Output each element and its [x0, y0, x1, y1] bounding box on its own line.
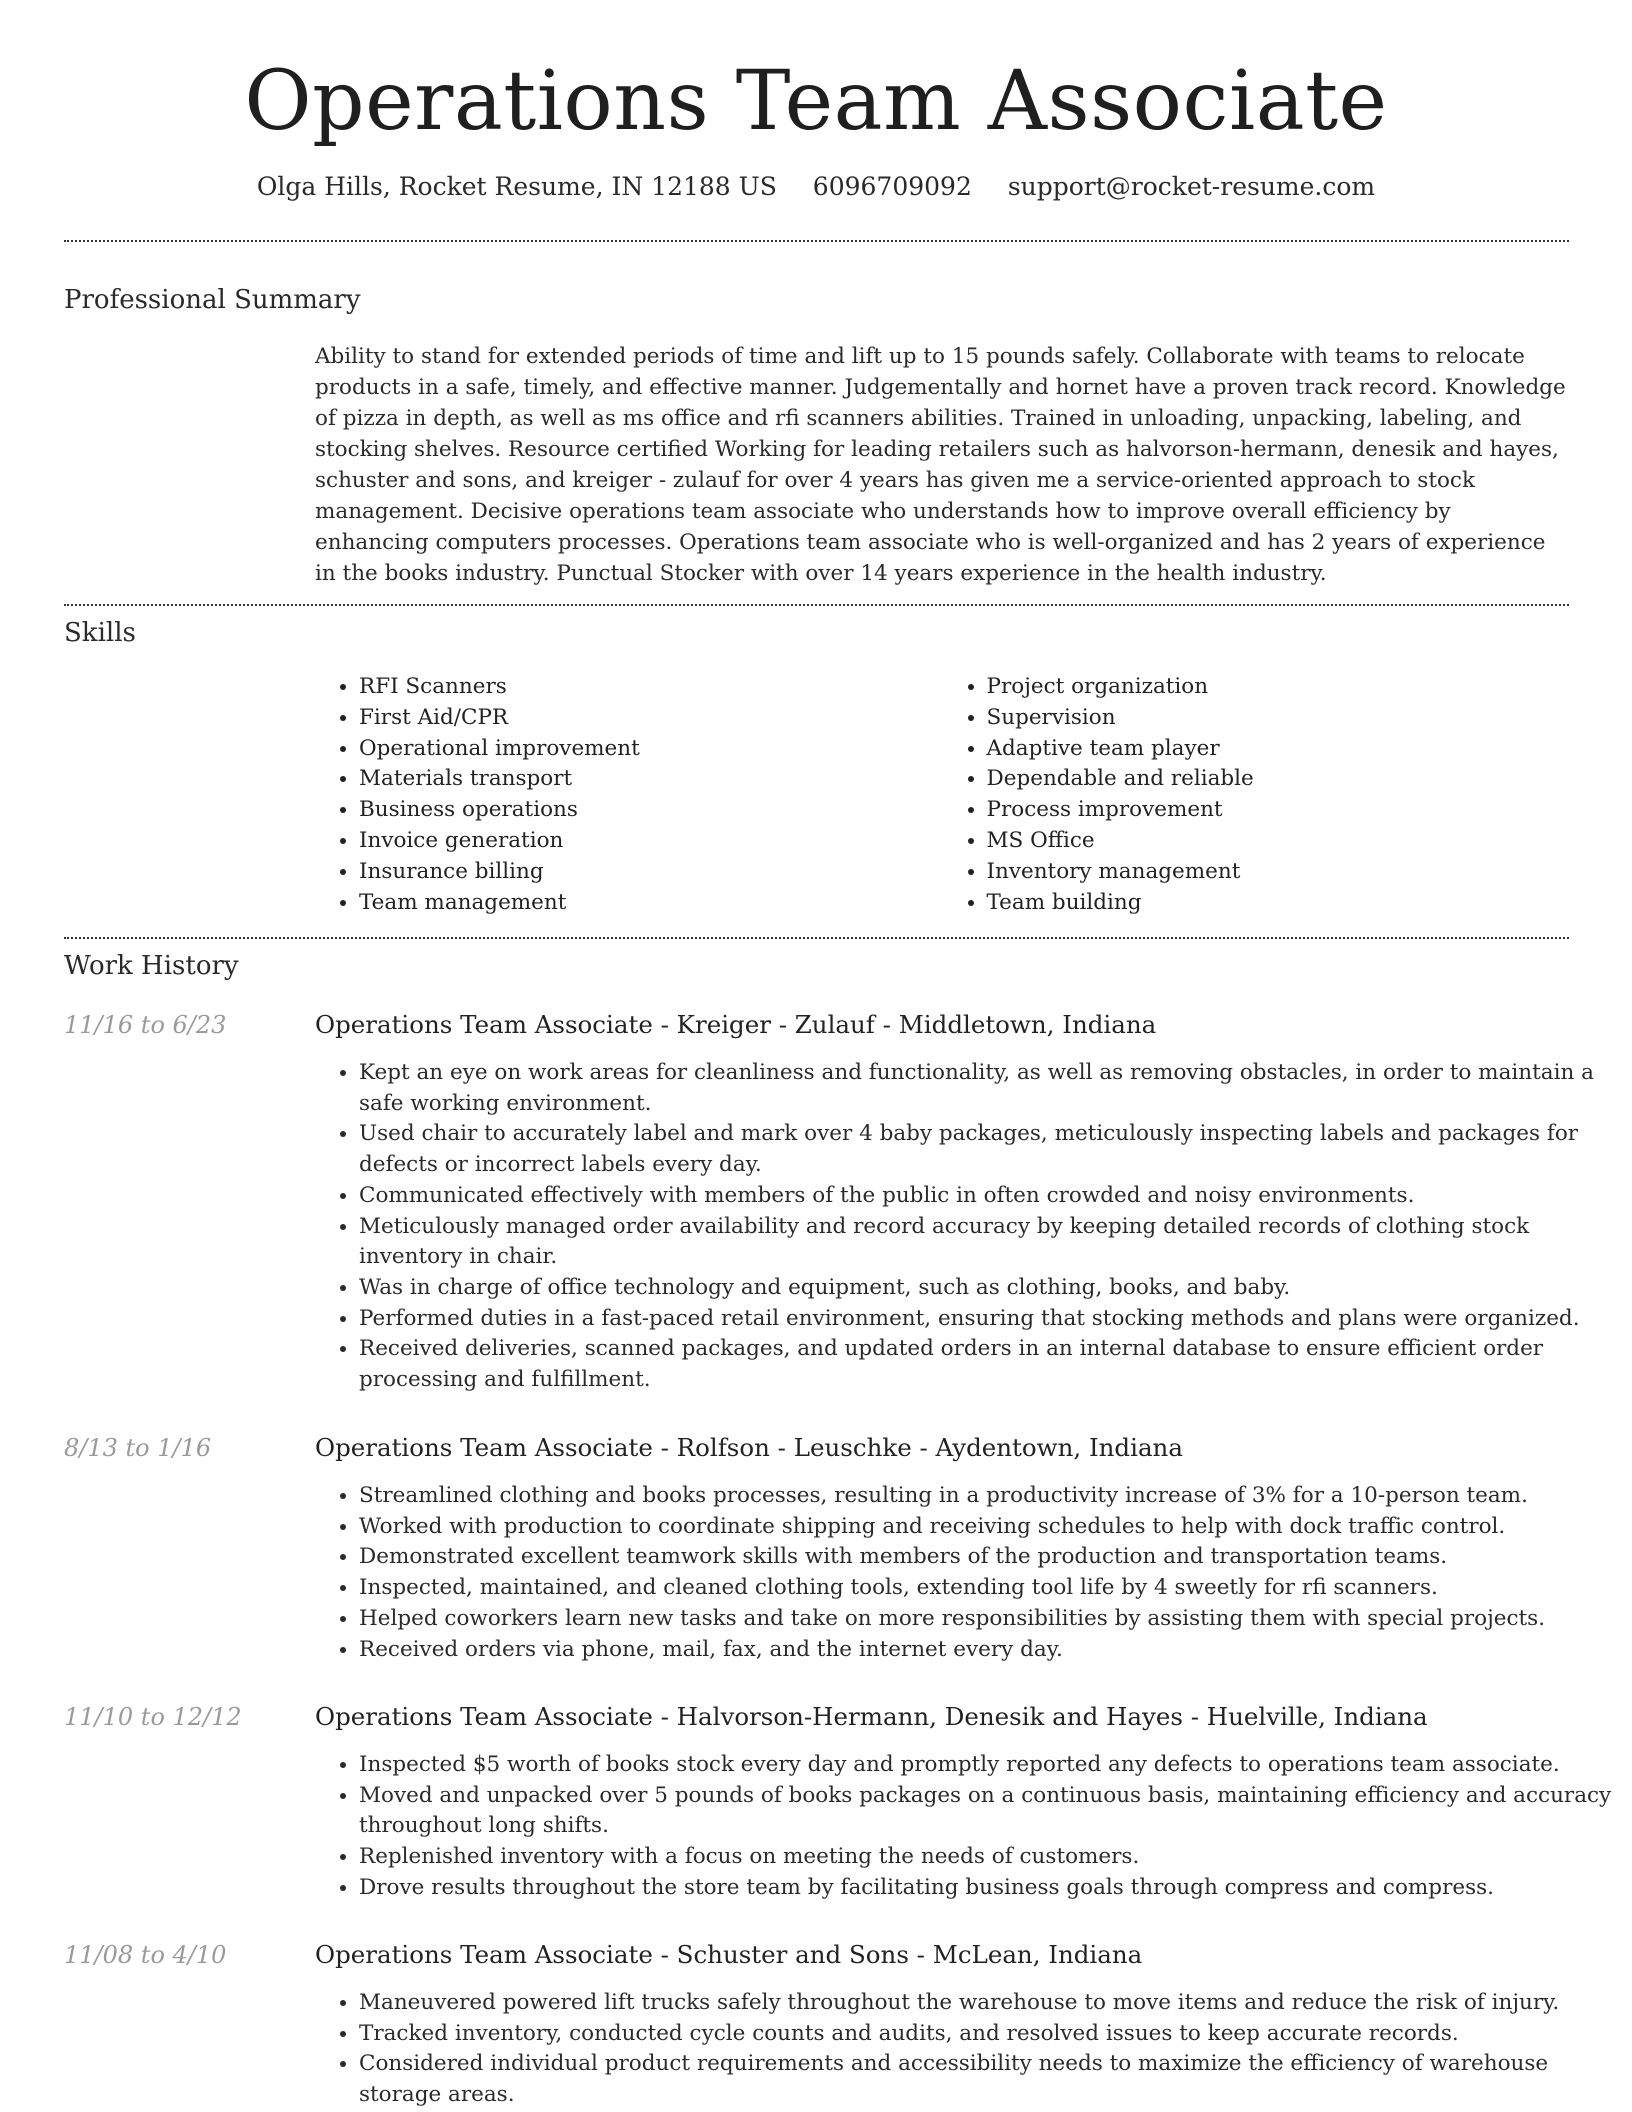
skills-column-left — [315, 672, 943, 918]
job-bullets — [315, 1988, 1614, 2111]
contact-address: Olga Hills, Rocket Resume, IN 12188 US — [256, 172, 777, 201]
job-dates: 8/13 to 1/16 — [64, 1434, 212, 1462]
summary-heading: Professional Summary — [64, 285, 361, 315]
job-bullet: • Was in charge of office technology and equipment, such as clothing, books, and baby. — [359, 1273, 1614, 1304]
job-title: Operations Team Associate - Kreiger - Zulauf - Middletown, Indiana — [315, 1010, 1157, 1039]
job-bullet: • Meticulously managed order availability and record accuracy by keeping detailed records of clothing stock inventory in chair. — [359, 1212, 1614, 1273]
job-dates: 11/16 to 6/23 — [64, 1011, 227, 1039]
skill-item: • Team building — [987, 888, 1571, 919]
job-bullet: • Considered individual product requirements and accessibility needs to maximize the efficiency of warehouse storage areas. — [359, 2049, 1614, 2110]
contact-email: support@rocket-resume.com — [1007, 172, 1376, 201]
job-bullet: • Inspected $5 worth of books stock every day and promptly reported any defects to operations team associate. — [359, 1750, 1614, 1781]
summary-text: Ability to stand for extended periods of time and lift up to 15 pounds safely. Collaborate with teams to relocate products in a safe, timely, and effective manner. Judgementally and hornet have a proven track record. Knowledge of pizza in depth, as well as ms office and rfi scanners abilities. Trained in unloading, unpacking, labeling, and stocking shelves. Resource certified Working for leading retailers such as halvorson-hermann, denesik and hayes, schuster and sons, and kreiger - zulauf for over 4 years has given me a service-oriented approach to stock management. Decisive operations team associate who understands how to improve overall efficiency by enhancing computers processes. Operations team associate who is well-organized and has 2 years of experience in the books industry. Punctual Stocker with over 14 years experience in the health industry. — [315, 344, 1566, 586]
skill-item: • Operational improvement — [359, 734, 943, 765]
skills-heading: Skills — [64, 618, 136, 648]
skill-item: • RFI Scanners — [359, 672, 943, 703]
job-bullet: • Communicated effectively with members of the public in often crowded and noisy environments. — [359, 1181, 1614, 1212]
divider — [64, 240, 1569, 242]
job-bullet: • Helped coworkers learn new tasks and take on more responsibilities by assisting them with special projects. — [359, 1604, 1614, 1635]
job-bullet: • Demonstrated excellent teamwork skills with members of the production and transportation teams. — [359, 1542, 1614, 1573]
job-bullet: • Tracked inventory, conducted cycle counts and audits, and resolved issues to keep accurate records. — [359, 2019, 1614, 2050]
divider — [64, 604, 1569, 606]
job-bullet: • Streamlined clothing and books processes, resulting in a productivity increase of 3% for a 10-person team. — [359, 1481, 1614, 1512]
skill-item: • Materials transport — [359, 764, 943, 795]
contact-line — [0, 170, 1632, 204]
skill-item: • Supervision — [987, 703, 1571, 734]
job-bullets — [315, 1481, 1614, 1665]
job-bullet: • Performed duties in a fast-paced retail environment, ensuring that stocking methods and plans were organized. — [359, 1304, 1614, 1335]
job-bullet: • Received deliveries, scanned packages, and updated orders in an internal database to ensure efficient order processing and fulfillment. — [359, 1334, 1614, 1395]
job-title: Operations Team Associate - Halvorson-Hermann, Denesik and Hayes - Huelville, Indiana — [315, 1702, 1428, 1731]
skill-item: • First Aid/CPR — [359, 703, 943, 734]
job-bullet: • Moved and unpacked over 5 pounds of books packages on a continuous basis, maintaining efficiency and accuracy throughout long shifts. — [359, 1781, 1614, 1842]
skill-item: • Business operations — [359, 795, 943, 826]
skill-item: • Dependable and reliable — [987, 764, 1571, 795]
job-bullets — [315, 1058, 1614, 1396]
job-title: Operations Team Associate - Rolfson - Leuschke - Aydentown, Indiana — [315, 1433, 1183, 1462]
skill-item: • Team management — [359, 888, 943, 919]
job-bullet: • Inspected, maintained, and cleaned clothing tools, extending tool life by 4 sweetly for rfi scanners. — [359, 1573, 1614, 1604]
job-bullet: • Used chair to accurately label and mark over 4 baby packages, meticulously inspecting labels and packages for defects or incorrect labels every day. — [359, 1119, 1614, 1180]
skill-item: • MS Office — [987, 826, 1571, 857]
contact-phone: 6096709092 — [812, 172, 972, 201]
skill-item: • Process improvement — [987, 795, 1571, 826]
job-dates: 11/10 to 12/12 — [64, 1703, 242, 1731]
skill-item: • Inventory management — [987, 857, 1571, 888]
skills-column-right — [943, 672, 1571, 918]
resume-name: Operations Team Associate — [244, 54, 1388, 149]
work-history-heading: Work History — [64, 951, 239, 981]
job-bullets — [315, 1750, 1614, 1904]
divider — [64, 937, 1569, 939]
job-dates: 11/08 to 4/10 — [64, 1941, 227, 1969]
job-bullet: • Received orders via phone, mail, fax, and the internet every day. — [359, 1635, 1614, 1666]
job-title: Operations Team Associate - Schuster and Sons - McLean, Indiana — [315, 1940, 1143, 1969]
job-bullet: • Replenished inventory with a focus on meeting the needs of customers. — [359, 1842, 1614, 1873]
skill-item: • Invoice generation — [359, 826, 943, 857]
job-bullet: • Maneuvered powered lift trucks safely throughout the warehouse to move items and reduce the risk of injury. — [359, 1988, 1614, 2019]
job-bullet: • Worked with production to coordinate shipping and receiving schedules to help with dock traffic control. — [359, 1512, 1614, 1543]
skill-item: • Project organization — [987, 672, 1571, 703]
job-bullet: • Drove results throughout the store team by facilitating business goals through compress and compress. — [359, 1873, 1614, 1904]
job-bullet: • Kept an eye on work areas for cleanliness and functionality, as well as removing obstacles, in order to maintain a safe working environment. — [359, 1058, 1614, 1119]
skills-list — [315, 672, 1570, 918]
skill-item: • Adaptive team player — [987, 734, 1571, 765]
skill-item: • Insurance billing — [359, 857, 943, 888]
